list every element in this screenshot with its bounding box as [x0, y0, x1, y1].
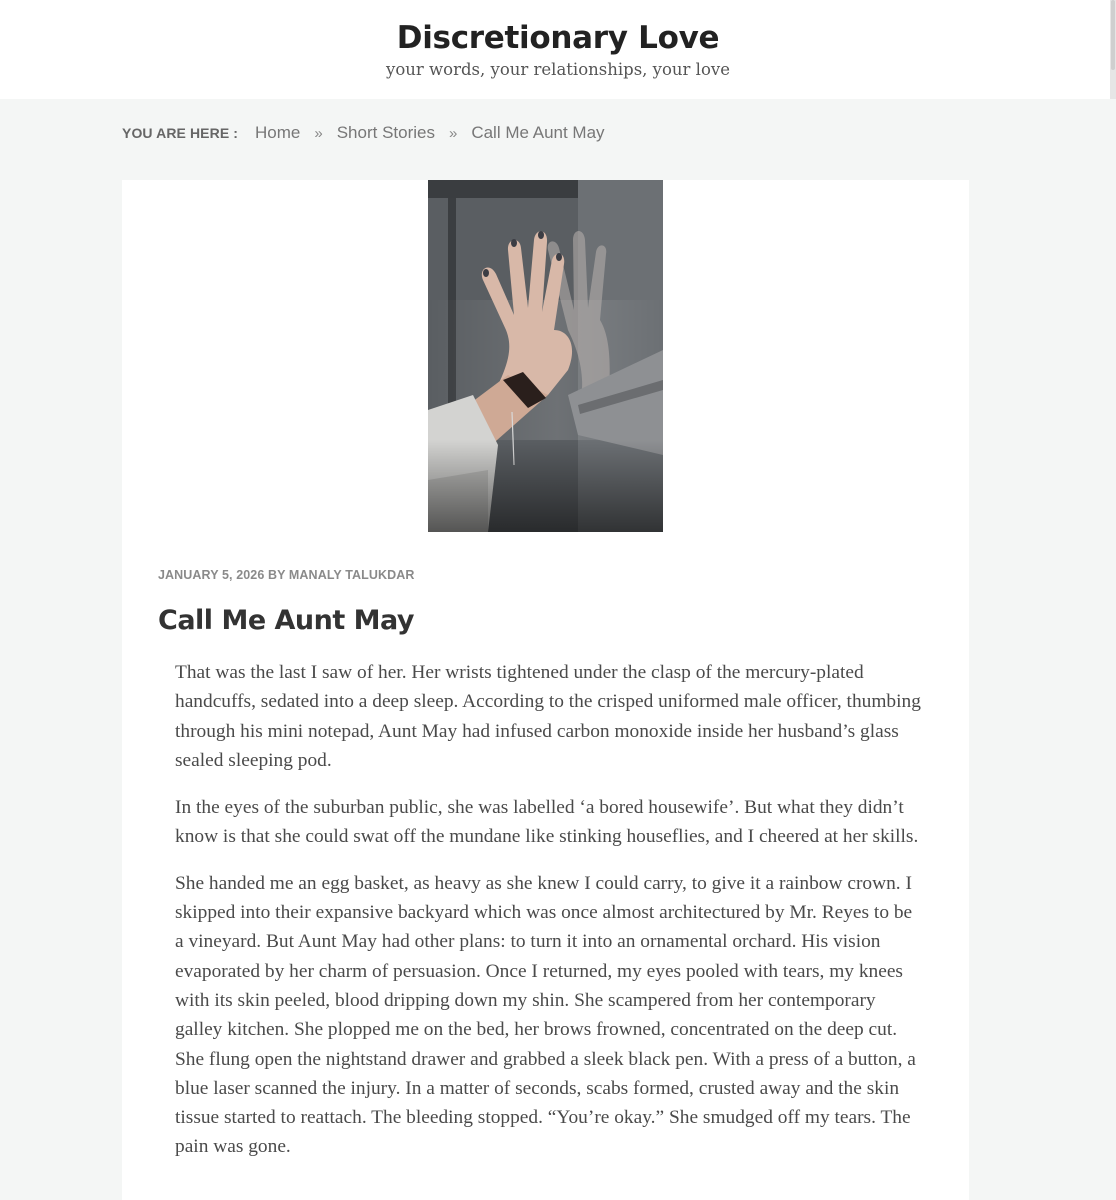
breadcrumb [122, 120, 605, 146]
scrollbar[interactable] [1110, 0, 1116, 99]
post-paragraph-1: That was the last I saw of her. Her wrists tightened under the clasp of the mercury-plated handcuffs, sedated into a deep sleep. According to the crisped uniformed male officer, thumbing through his mini notepad, Aunt May had infused carbon monoxide inside her husband’s glass sealed sleeping pod. [175, 662, 921, 771]
scrollbar-thumb[interactable] [1111, 0, 1115, 70]
breadcrumb-home-link[interactable]: Home [255, 123, 301, 142]
post-paragraph-2: In the eyes of the suburban public, she was labelled ‘a bored housewife’. But what they didn’t know is that she could swat off the mundane like stinking houseflies, and I cheered at her skills. [175, 796, 919, 847]
post-card [122, 180, 969, 1200]
post-date[interactable]: JANUARY 5, 2026 [158, 568, 265, 582]
site-header [0, 0, 1116, 99]
post-by: BY [268, 568, 286, 582]
post-meta [158, 568, 415, 582]
breadcrumb-current: Call Me Aunt May [471, 123, 605, 142]
post-paragraph-3: She handed me an egg basket, as heavy as she knew I could carry, to give it a rainbow crown. I skipped into their expansive backyard which was once almost architectured by Mr. Reyes to be a vineyard. But Aunt May had other plans: to turn it into an ornamental orchard. His vision evaporated by her charm of persuasion. Once I returned, my eyes pooled with tears, my knees with its skin peeled, blood dripping down my shin. She scampered from her contemporary galley kitchen. She plopped me on the bed, her brows frowned, concentrated on the deep cut. She flung open the nightstand drawer and grabbed a sleek black pen. With a press of a button, a blue laser scanned the injury. In a matter of seconds, scabs formed, crusted away and the skin tissue started to reattach. The bleeding stopped. “You’re okay.” She smudged off my tears. The pain was gone. [175, 872, 916, 1158]
post-author[interactable]: MANALY TALUKDAR [288, 568, 415, 582]
breadcrumb-separator: » [314, 124, 323, 142]
breadcrumb-label: YOU ARE HERE : [122, 125, 239, 141]
site-title[interactable]: Discretionary Love [396, 20, 720, 56]
hands-on-glass-illustration [428, 180, 663, 532]
post-title: Call Me Aunt May [158, 605, 415, 636]
site-tagline: your words, your relationships, your love [386, 60, 730, 79]
post-body [175, 658, 925, 1179]
breadcrumb-separator: » [448, 124, 458, 142]
breadcrumb-short-stories-link[interactable]: Short Stories [336, 123, 435, 142]
featured-image [428, 180, 663, 532]
